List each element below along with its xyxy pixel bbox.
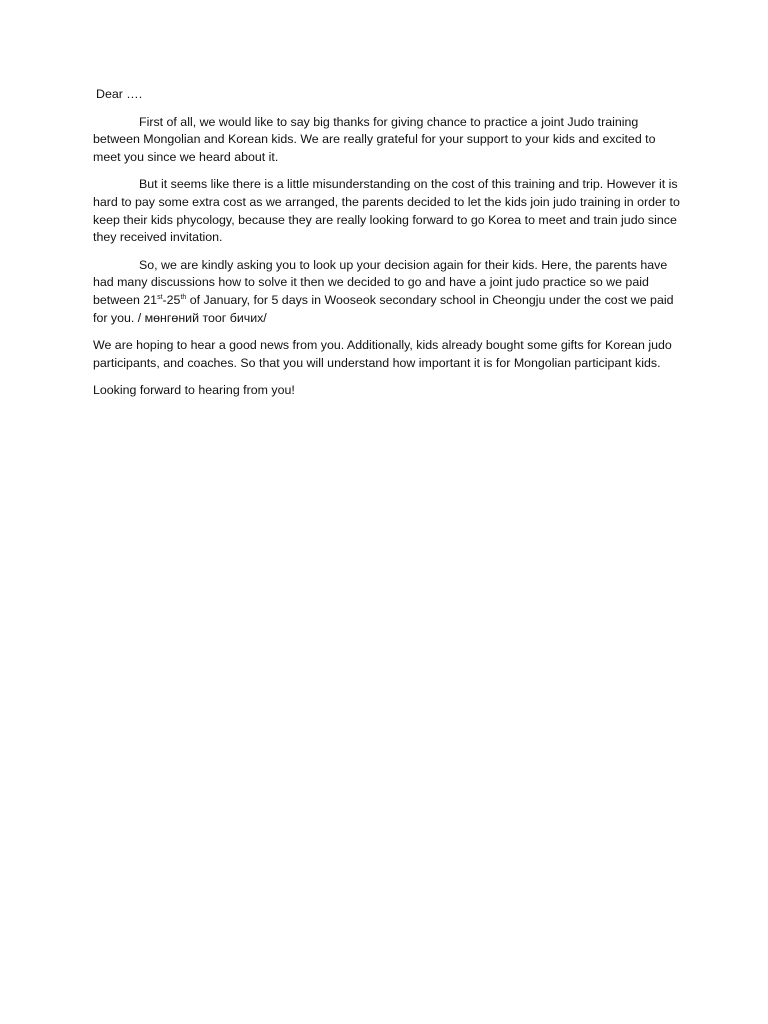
letter-greeting: Dear ….	[96, 87, 143, 101]
paragraph-request-text-2: -25	[162, 292, 181, 307]
paragraph-hope: We are hoping to hear a good news from you. Additionally, kids already bought some gifts for Korean judo participants, and coaches. So that you will understand how important it is for Mongolian participant kids.	[93, 338, 672, 370]
ordinal-suffix-th: th	[180, 293, 187, 301]
letter-closing: Looking forward to hearing from you!	[93, 383, 295, 398]
paragraph-misunderstanding: But it seems like there is a little misunderstanding on the cost of this training and trip. However it is hard to pay some extra cost as we arranged, the parents decided to let the kids join judo training in order to keep their kids phycology, because they are really looking forward to go Korea to meet and train judo since they received invitation.	[93, 177, 680, 245]
letter-body	[93, 86, 683, 410]
paragraph-request	[93, 257, 683, 327]
paragraph-request-text-1: So, we are kindly asking you to look up your decision again for their kids. Here, the parents have had many discussions how to solve it then we decided to go and have a joint judo practice so we paid between 21	[93, 257, 668, 307]
paragraph-thanks: First of all, we would like to say big thanks for giving chance to practice a joint Judo training between Mongolian and Korean kids. We are really grateful for your support to your kids and excited to meet you since we heard about it.	[93, 114, 656, 164]
paragraph-request-text-3: of January, for 5 days in Wooseok secondary school in Cheongju under the cost we paid for you. / мөнгөний тоог бичих/	[93, 292, 674, 325]
ordinal-suffix-st: st	[157, 293, 163, 301]
